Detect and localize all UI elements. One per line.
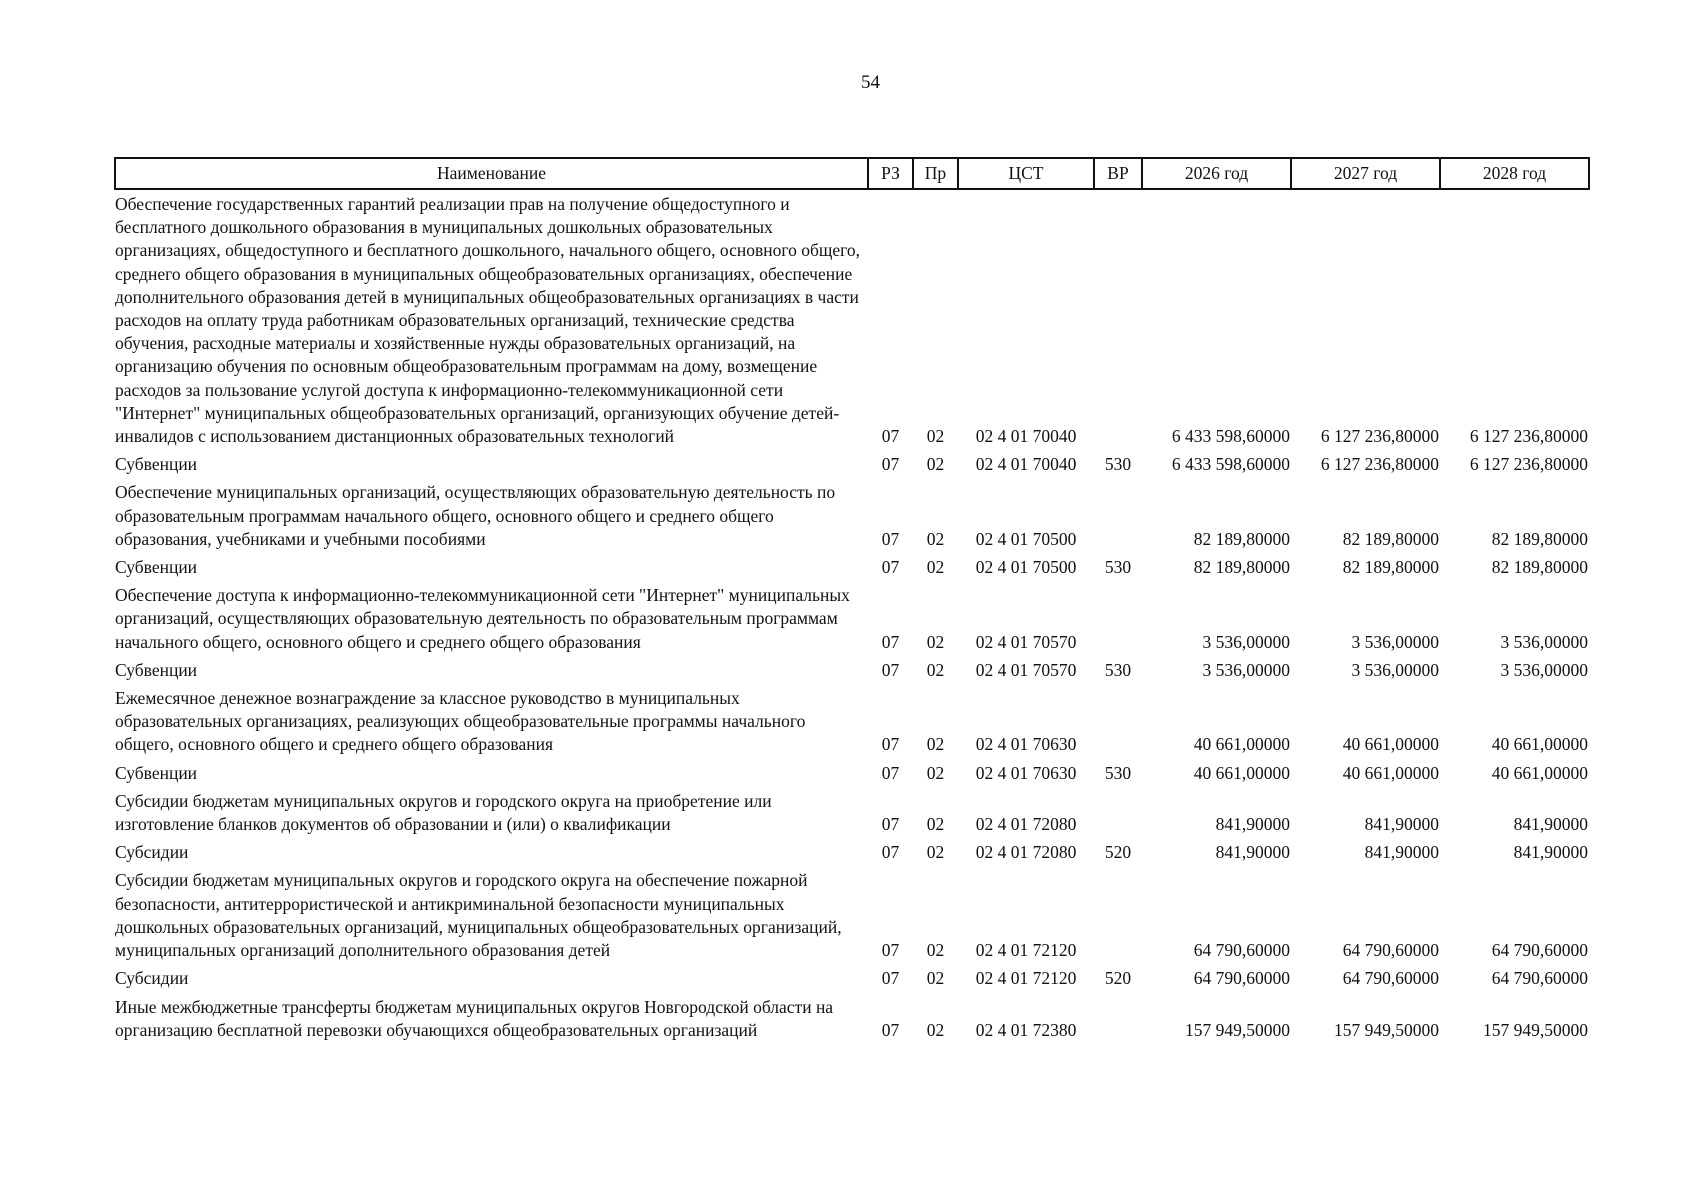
header-pr: Пр: [913, 158, 958, 189]
row-2026: 82 189,80000: [1193, 528, 1290, 549]
row-vr: 520: [1104, 842, 1132, 863]
row-2028: 3 536,00000: [1500, 631, 1588, 652]
row-name: Обеспечение государственных гарантий реализации прав на получение общедоступного и бесплатного дошкольного образования в муниципальных дошкольных образовательных организациях, общедоступного и бесплатного дошкольного, начального общего, основного общего, среднего общего образования в муниципальных общеобразовательных организациях, обеспечение дополнительного образования детей в муниципальных общеобразовательных организациях в части расходов на оплату труда работникам образовательных организаций, технические средства обучения, расходные материалы и хозяйственные нужды образовательных организаций, на организацию обучения по основным общеобразовательным программам на дому, возмещение расходов за пользование услугой доступа к информационно-телекоммуникационной сети "Интернет" муниципальных общеобразовательных организаций, организующих обучение детей-инвалидов с использованием дистанционных образовательных технологий: [115, 194, 860, 447]
row-rz: 07: [881, 1019, 900, 1040]
row-rz: 07: [881, 557, 900, 578]
header-2028: 2028 год: [1440, 158, 1589, 189]
row-vr: [1094, 682, 1142, 757]
row-2027: 157 949,50000: [1334, 1019, 1439, 1040]
header-vr: ВР: [1094, 158, 1142, 189]
table-row: [115, 836, 1589, 864]
row-vr: [1094, 579, 1142, 654]
row-cst: 02 4 01 72120: [975, 968, 1077, 989]
row-2026: 40 661,00000: [1193, 734, 1290, 755]
header-cst: ЦСТ: [958, 158, 1094, 189]
row-name: Субвенции: [115, 659, 198, 680]
table-row: [115, 991, 1589, 1042]
row-2026: 841,90000: [1215, 814, 1290, 835]
row-rz: 07: [881, 762, 900, 783]
row-2028: 6 127 236,80000: [1469, 454, 1588, 475]
row-2027: 40 661,00000: [1342, 762, 1439, 783]
row-pr: 02: [926, 842, 945, 863]
row-vr: 530: [1104, 557, 1132, 578]
row-name: Субсидии бюджетам муниципальных округов и городского округа на приобретение или изготовление бланков документов об образовании и (или) о квалификации: [115, 790, 772, 835]
row-pr: 02: [926, 631, 945, 652]
row-pr: 02: [926, 762, 945, 783]
row-pr: 02: [926, 734, 945, 755]
header-rz: РЗ: [868, 158, 913, 189]
row-2027: 6 127 236,80000: [1320, 426, 1439, 447]
row-name: Субвенции: [115, 762, 198, 783]
row-pr: 02: [926, 968, 945, 989]
row-cst: 02 4 01 70040: [975, 454, 1077, 475]
row-vr: [1094, 785, 1142, 836]
row-cst: 02 4 01 70570: [975, 631, 1077, 652]
row-vr: [1094, 476, 1142, 551]
row-2027: 64 790,60000: [1342, 940, 1439, 961]
row-rz: 07: [881, 940, 900, 961]
row-name: Иные межбюджетные трансферты бюджетам муниципальных округов Новгородской области на организацию бесплатной перевозки обучающихся общеобразовательных организаций: [115, 996, 834, 1040]
row-pr: 02: [926, 659, 945, 680]
row-2028: 3 536,00000: [1500, 659, 1588, 680]
row-2027: 64 790,60000: [1342, 968, 1439, 989]
row-name: Субсидии бюджетам муниципальных округов и городского округа на обеспечение пожарной безопасности, антитеррористической и антикриминальной безопасности муниципальных дошкольных образовательных организаций, муниципальных общеобразовательных организаций, муниципальных организаций дополнительного образования детей: [115, 870, 842, 961]
table-row: [115, 448, 1589, 476]
row-cst: 02 4 01 70630: [975, 734, 1077, 755]
row-vr: 530: [1104, 659, 1132, 680]
row-rz: 07: [881, 426, 900, 447]
row-2027: 6 127 236,80000: [1320, 454, 1439, 475]
row-name: Субсидии: [115, 968, 189, 989]
row-2027: 841,90000: [1364, 842, 1439, 863]
row-cst: 02 4 01 70040: [975, 426, 1077, 447]
header-row: [115, 158, 1589, 189]
row-cst: 02 4 01 72080: [975, 814, 1077, 835]
row-name: Субсидии: [115, 842, 189, 863]
row-2027: 841,90000: [1364, 814, 1439, 835]
row-cst: 02 4 01 70500: [975, 557, 1077, 578]
row-2028: 157 949,50000: [1483, 1019, 1588, 1040]
row-2027: 82 189,80000: [1342, 528, 1439, 549]
row-name: Субвенции: [115, 557, 198, 578]
row-name: Ежемесячное денежное вознаграждение за классное руководство в муниципальных образовательных организациях, реализующих общеобразовательные программы начального общего, основного общего и среднего общего образования: [115, 688, 806, 755]
row-rz: 07: [881, 631, 900, 652]
budget-table: [114, 157, 1590, 1042]
header-name: Наименование: [115, 158, 868, 189]
row-pr: 02: [926, 454, 945, 475]
row-cst: 02 4 01 72080: [975, 842, 1077, 863]
row-2026: 40 661,00000: [1193, 762, 1290, 783]
row-2027: 40 661,00000: [1342, 734, 1439, 755]
row-2026: 6 433 598,60000: [1171, 454, 1290, 475]
row-name: Обеспечение муниципальных организаций, осуществляющих образовательную деятельность по образовательным программам начального общего, основного общего и среднего общего образования, учебниками и учебными пособиями: [115, 482, 836, 549]
row-2028: 841,90000: [1513, 842, 1588, 863]
row-vr: [1094, 189, 1142, 448]
row-2026: 841,90000: [1215, 842, 1290, 863]
table-body: [115, 189, 1589, 1042]
row-pr: 02: [926, 528, 945, 549]
row-vr: 530: [1104, 454, 1132, 475]
row-2028: 82 189,80000: [1491, 528, 1588, 549]
row-2028: 40 661,00000: [1491, 762, 1588, 783]
row-rz: 07: [881, 734, 900, 755]
row-cst: 02 4 01 72120: [975, 940, 1077, 961]
row-vr: 530: [1104, 762, 1132, 783]
row-vr: [1094, 991, 1142, 1042]
row-2027: 3 536,00000: [1351, 659, 1439, 680]
table-row: [115, 654, 1589, 682]
row-cst: 02 4 01 70570: [975, 659, 1077, 680]
table-row: [115, 757, 1589, 785]
row-2028: 64 790,60000: [1491, 940, 1588, 961]
row-rz: 07: [881, 968, 900, 989]
row-vr: [1094, 864, 1142, 962]
row-2026: 3 536,00000: [1202, 659, 1290, 680]
row-pr: 02: [926, 1019, 945, 1040]
row-name: Обеспечение доступа к информационно-телекоммуникационной сети "Интернет" муниципальных организаций, осуществляющих образовательную деятельность по образовательным программам начального общего, основного общего и среднего общего образования: [115, 585, 850, 652]
row-pr: 02: [926, 426, 945, 447]
row-vr: 520: [1104, 968, 1132, 989]
row-cst: 02 4 01 70630: [975, 762, 1077, 783]
row-2028: 64 790,60000: [1491, 968, 1588, 989]
table-row: [115, 962, 1589, 990]
row-pr: 02: [926, 814, 945, 835]
table-row: [115, 476, 1589, 551]
row-name: Субвенции: [115, 454, 198, 475]
row-rz: 07: [881, 659, 900, 680]
row-2026: 82 189,80000: [1193, 557, 1290, 578]
row-2026: 64 790,60000: [1193, 940, 1290, 961]
table-row: [115, 864, 1589, 962]
row-rz: 07: [881, 454, 900, 475]
row-pr: 02: [926, 557, 945, 578]
row-2027: 82 189,80000: [1342, 557, 1439, 578]
row-2028: 6 127 236,80000: [1469, 426, 1588, 447]
row-2026: 6 433 598,60000: [1171, 426, 1290, 447]
row-2027: 3 536,00000: [1351, 631, 1439, 652]
table-row: [115, 682, 1589, 757]
row-pr: 02: [926, 940, 945, 961]
row-2026: 64 790,60000: [1193, 968, 1290, 989]
row-2028: 841,90000: [1513, 814, 1588, 835]
table-row: [115, 551, 1589, 579]
table-row: [115, 785, 1589, 836]
row-rz: 07: [881, 842, 900, 863]
row-cst: 02 4 01 72380: [975, 1019, 1077, 1040]
header-2026: 2026 год: [1142, 158, 1291, 189]
row-cst: 02 4 01 70500: [975, 528, 1077, 549]
table-header: [115, 158, 1589, 189]
page-number: 54: [861, 72, 880, 93]
header-2027: 2027 год: [1291, 158, 1440, 189]
row-2028: 82 189,80000: [1491, 557, 1588, 578]
row-2028: 40 661,00000: [1491, 734, 1588, 755]
table-row: [115, 189, 1589, 448]
table-row: [115, 579, 1589, 654]
row-2026: 3 536,00000: [1202, 631, 1290, 652]
row-rz: 07: [881, 814, 900, 835]
row-2026: 157 949,50000: [1185, 1019, 1290, 1040]
row-rz: 07: [881, 528, 900, 549]
